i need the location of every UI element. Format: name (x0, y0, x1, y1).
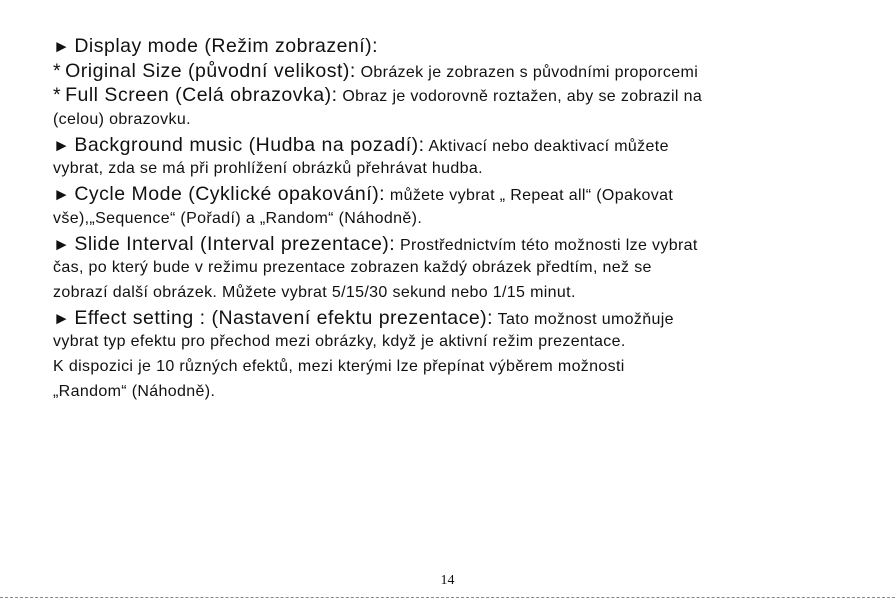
full-screen-line-2 (53, 108, 888, 133)
effect-setting-line-3 (53, 355, 888, 380)
slide-interval-text: Prostřednictvím této možnosti lze vybrat (395, 236, 698, 254)
effect-setting-heading: Effect setting : (Nastavení efektu prezentace): (74, 306, 494, 329)
page-content (53, 34, 888, 404)
bullet-asterisk-icon: * (53, 59, 62, 82)
effect-setting-line-4 (53, 380, 888, 405)
full-screen-heading: Full Screen (Celá obrazovka): (65, 84, 338, 107)
bullet-arrow-icon: ► (53, 185, 71, 205)
effect-setting-text-cont: vybrat typ efektu pro přechod mezi obrázky, když je aktivní režim prezentace. (53, 333, 626, 351)
background-music-text: Aktivací nebo deaktivací můžete (424, 137, 669, 155)
cycle-mode-text: můžete vybrat „ Repeat all“ (Opakovat (385, 187, 674, 205)
full-screen-text: Obraz je vodorovně roztažen, aby se zobrazil na (337, 88, 703, 106)
slide-interval-text-cont-2: zobrazí další obrázek. Můžete vybrat 5/15/30 sekund nebo 1/15 minut. (53, 283, 576, 301)
slide-interval-line-2 (53, 256, 888, 281)
cycle-mode-line-2 (53, 207, 888, 232)
display-mode-line (53, 34, 888, 59)
bullet-asterisk-icon: * (53, 84, 62, 107)
effect-setting-line (53, 306, 888, 331)
slide-interval-text-cont: čas, po který bude v režimu prezentace zobrazen každý obrázek předtím, než se (53, 259, 652, 277)
effect-setting-line-2 (53, 330, 888, 355)
full-screen-text-cont: (celou) obrazovku. (53, 111, 191, 129)
background-music-line-2 (53, 157, 888, 182)
background-music-line (53, 133, 888, 158)
footer-rule (0, 597, 895, 598)
full-screen-line (53, 83, 888, 108)
original-size-heading: Original Size (původní velikost): (65, 59, 356, 82)
slide-interval-heading: Slide Interval (Interval prezentace): (74, 232, 396, 255)
cycle-mode-heading: Cycle Mode (Cyklické opakování): (74, 183, 386, 206)
background-music-heading: Background music (Hudba na pozadí): (74, 133, 425, 156)
bullet-arrow-icon: ► (53, 37, 71, 56)
display-mode-heading: Display mode (Režim zobrazení): (74, 35, 379, 57)
slide-interval-line (53, 232, 888, 257)
page-number: 14 (440, 573, 455, 588)
bullet-arrow-icon: ► (53, 234, 71, 254)
background-music-text-cont: vybrat, zda se má při prohlížení obrázků přehrávat hudba. (53, 160, 483, 178)
cycle-mode-text-cont: vše),„Sequence“ (Pořadí) a „Random“ (Náhodně). (53, 209, 423, 227)
effect-setting-text-cont-2: K dispozici je 10 různých efektů, mezi kterými lze přepínat výběrem možnosti (53, 357, 625, 375)
bullet-arrow-icon: ► (53, 308, 71, 328)
original-size-line (53, 59, 888, 84)
bullet-arrow-icon: ► (53, 135, 71, 155)
effect-setting-text-cont-3: „Random“ (Náhodně). (53, 382, 216, 400)
slide-interval-line-3 (53, 281, 888, 306)
original-size-text: Obrázek je zobrazen s původními proporcemi (355, 63, 699, 81)
effect-setting-text: Tato možnost umožňuje (493, 310, 674, 328)
cycle-mode-line (53, 182, 888, 207)
